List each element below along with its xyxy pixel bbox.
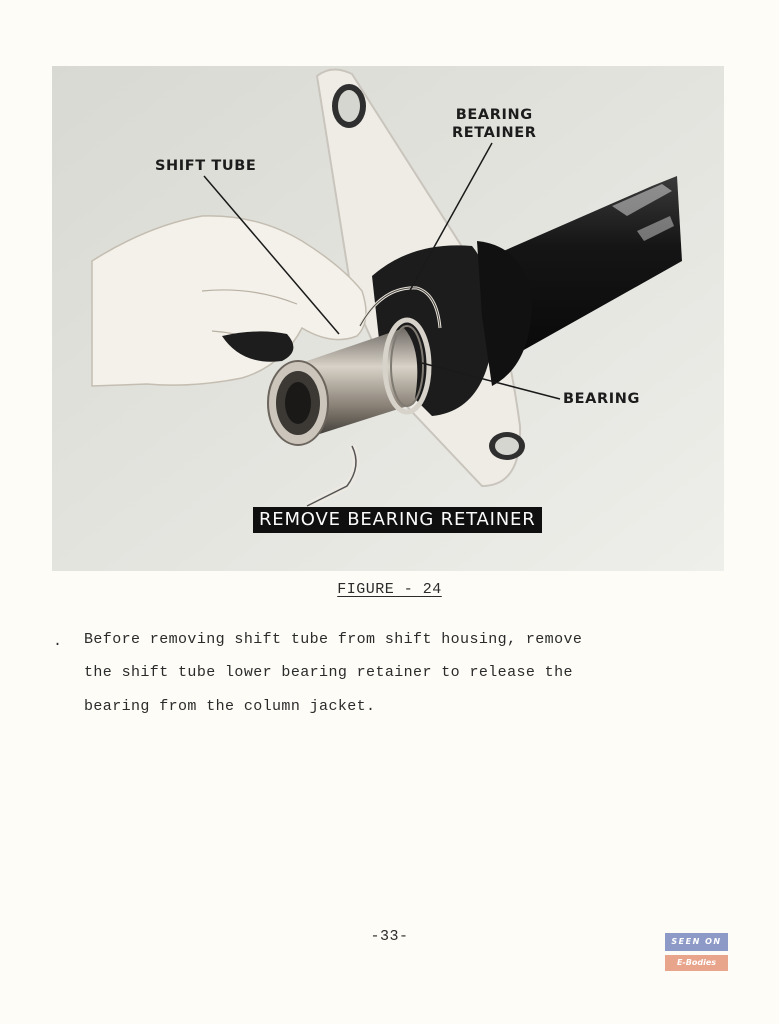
body-text-line-2: the shift tube lower bearing retainer to release the — [84, 664, 573, 681]
bullet-marker: . — [53, 633, 63, 650]
label-bearing-retainer-line1: BEARING — [455, 107, 533, 123]
photo-illustration — [52, 66, 724, 571]
photo-caption-banner: REMOVE BEARING RETAINER — [253, 507, 542, 533]
watermark-top: SEEN ON — [665, 933, 728, 951]
watermark-bottom: E-Bodies — [665, 955, 728, 971]
watermark-logo — [665, 933, 728, 973]
figure-number-text: FIGURE - 24 — [337, 581, 442, 598]
figure-photo — [52, 66, 724, 571]
label-shift-tube: SHIFT TUBE — [155, 158, 257, 174]
figure-number — [0, 581, 779, 598]
page-number: -33- — [370, 928, 409, 945]
label-bearing: BEARING — [563, 391, 640, 407]
label-bearing-retainer — [452, 106, 536, 142]
body-text-line-1: Before removing shift tube from shift housing, remove — [84, 631, 583, 648]
body-text-line-3: bearing from the column jacket. — [84, 698, 376, 715]
label-bearing-retainer-line2: RETAINER — [452, 125, 537, 141]
